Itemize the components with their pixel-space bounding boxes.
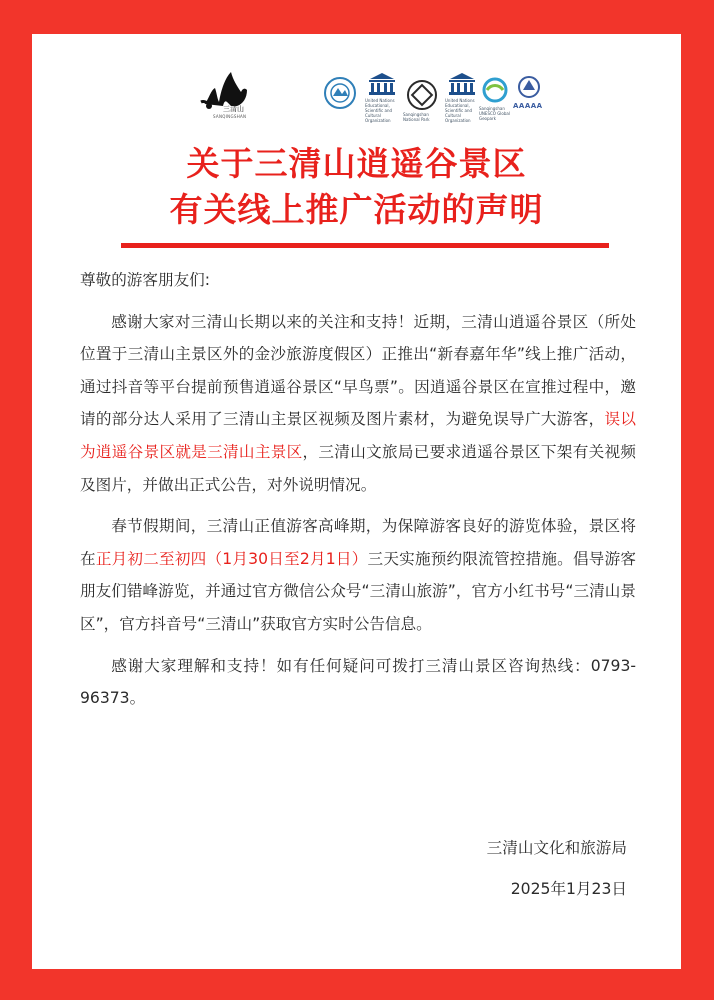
paragraph-3: 感谢大家理解和支持！如有任何疑问可拨打三清山景区咨询热线：0793-96373。 bbox=[80, 656, 636, 708]
unesco-text-2: United Nations Educational, Scientific and Cultural Organization bbox=[445, 98, 475, 123]
world-natural-heritage-icon bbox=[323, 76, 357, 110]
signature: 三清山文化和旅游局 bbox=[486, 839, 627, 857]
notice-body bbox=[80, 264, 636, 715]
world-heritage-text: Sanqingshan National Park bbox=[403, 112, 430, 122]
aaaaa-rating-label: AAAAA bbox=[513, 102, 543, 110]
paragraph-1 bbox=[80, 306, 636, 502]
logo-strip bbox=[197, 68, 557, 123]
global-geopark-icon bbox=[481, 76, 509, 104]
p2-highlight: 正月初二至初四（1月30日至2月1日） bbox=[95, 549, 368, 568]
logo-caption: 三清山 bbox=[223, 105, 244, 113]
p1-text-b: ，三清山文旅局已要求逍遥谷景区下架有关视频及图片，并做出正式公告，对外说明情况。 bbox=[80, 442, 636, 494]
p1-highlight: 误以为逍遥谷景区就是三清山主景区 bbox=[80, 410, 636, 461]
sanqingshan-logo bbox=[197, 68, 267, 120]
title-line-2: 有关线上推广活动的声明 bbox=[169, 190, 544, 229]
unesco-temple-icon bbox=[367, 72, 397, 96]
title-line-1: 关于三清山逍遥谷景区 bbox=[186, 144, 527, 183]
title-divider bbox=[121, 243, 609, 248]
logo-subcaption: SANQINGSHAN bbox=[213, 114, 247, 119]
p1-text-a: 感谢大家对三清山长期以来的关注和支持！近期，三清山逍遥谷景区（所处位置于三清山主景区外的金沙旅游度假区）正推出“新春嘉年华”线上推广活动，通过抖音等平台提前预售逍遥谷景区“早鸟票”。因逍遥谷景区在宣推过程中，邀请的部分达人采用了三清山主景区视频及图片素材，为避免误导广大游客， bbox=[80, 312, 636, 429]
unesco-text-1: United Nations Educational, Scientific and Cultural Organization bbox=[365, 98, 395, 123]
paragraph-2 bbox=[80, 510, 636, 640]
notice-sheet bbox=[32, 34, 681, 969]
issue-date: 2025年1月23日 bbox=[510, 880, 627, 898]
p2-text-a: 春节假期间，三清山正值游客高峰期，为保障游客良好的游览体验，景区将在 bbox=[80, 517, 636, 568]
p2-text-b: 三天实施预约限流管控措施。倡导游客朋友们错峰游览，并通过官方微信公众号“三清山旅游”，官方小红书号“三清山景区”，官方抖音号“三清山”获取官方实时公告信息。 bbox=[80, 549, 636, 633]
aaaaa-rating-icon bbox=[515, 74, 543, 100]
greeting: 尊敬的游客朋友们: bbox=[80, 271, 211, 289]
global-geopark-text: Sanqingshan UNESCO Global Geopark bbox=[479, 106, 510, 121]
world-heritage-icon bbox=[405, 78, 439, 112]
unesco-geopark-temple-icon bbox=[447, 72, 477, 96]
